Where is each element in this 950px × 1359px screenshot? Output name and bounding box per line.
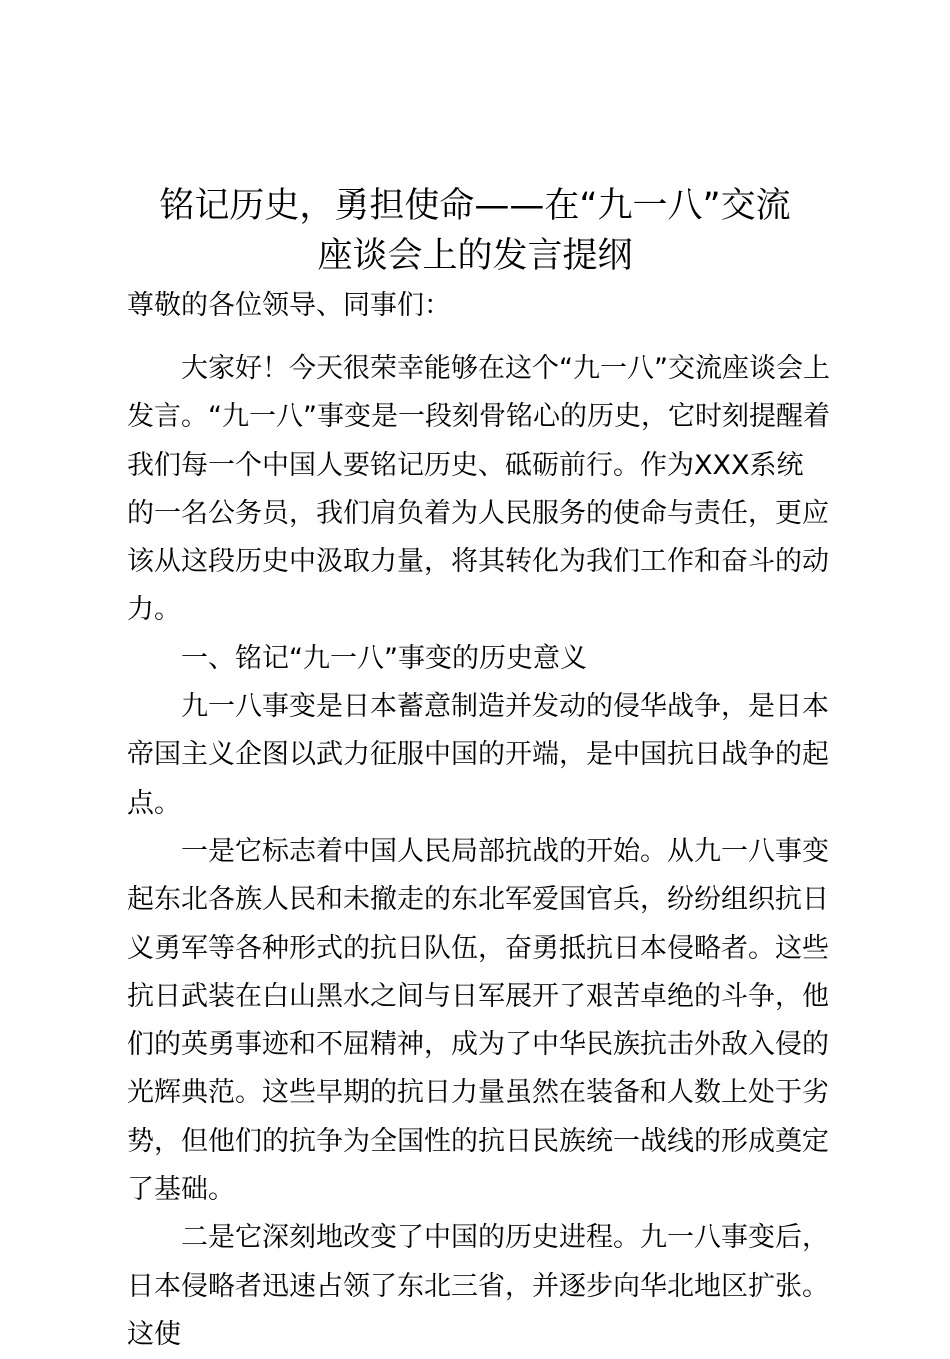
document-title-line-2: 座谈会上的发言提纲 [317,236,633,276]
document-title-line-1: 铭记历史，勇担使命——在“九一八”交流 [159,186,791,226]
paragraph: 一是它标志着中国人民局部抗战的开始。从九一八事变起东北各族人民和未撤走的东北军爱国官兵，纷纷组织抗日义勇军等各种形式的抗日队伍，奋勇抵抗日本侵略者。这些抗日武装在白山黑水之间与日军展开了艰苦卓绝的斗争，他们的英勇事迹和不屈精神，成为了中华民族抗击外敌入侵的光辉典范。这些早期的抗日力量虽然在装备和人数上处于劣势，但他们的抗争为全国性的抗日民族统一战线的形成奠定了基础。 [127,835,829,1206]
document-body [127,288,830,1359]
paragraph-opening: 大家好！今天很荣幸能够在这个“九一八”交流座谈会上发言。“九一八”事变是一段刻骨铭心的历史，它时刻提醒着我们每一个中国人要铭记历史、砥砺前行。作为XXX系统的一名公务员，我们肩负着为人民服务的使命与责任，更应该从这段历史中汲取力量，将其转化为我们工作和奋斗的动力。 [127,353,830,626]
paragraph: 九一八事变是日本蓄意制造并发动的侵华战争，是日本帝国主义企图以武力征服中国的开端，是中国抗日战争的起点。 [127,691,829,819]
paragraph: 二是它深刻地改变了中国的历史进程。九一八事变后，日本侵略者迅速占领了东北三省，并逐步向华北地区扩张。这使 [127,1222,829,1350]
section-heading-1: 一、铭记“九一八”事变的历史意义 [181,642,587,674]
salutation: 尊敬的各位领导、同事们： [127,290,451,321]
